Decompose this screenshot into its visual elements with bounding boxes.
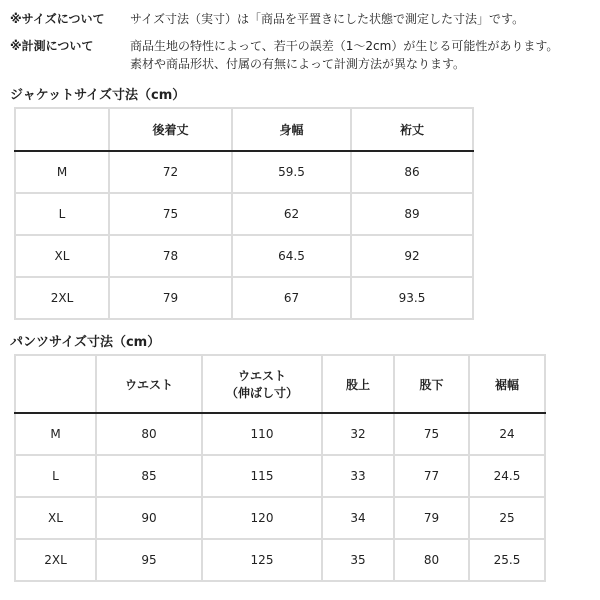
header-cell: ウエスト (96, 355, 202, 413)
table-row (15, 193, 473, 235)
table-row (15, 455, 545, 497)
table-cell: 77 (394, 455, 469, 497)
table-cell: 24 (469, 413, 545, 455)
header-cell: 裄丈 (351, 108, 473, 151)
table-cell: 78 (109, 235, 232, 277)
table-cell: 64.5 (232, 235, 351, 277)
table-cell: 33 (322, 455, 394, 497)
size-label-cell: L (15, 193, 109, 235)
header-cell: 股下 (394, 355, 469, 413)
table-header-row (15, 355, 545, 413)
table-row (15, 539, 545, 581)
table-cell: 89 (351, 193, 473, 235)
header-cell (15, 355, 96, 413)
measure-note-label: ※計測について (10, 39, 94, 53)
size-label-cell: M (15, 151, 109, 193)
table-cell: 24.5 (469, 455, 545, 497)
header-cell: 身幅 (232, 108, 351, 151)
table-cell: 34 (322, 497, 394, 539)
pants-size-table (14, 354, 546, 582)
table-cell: 32 (322, 413, 394, 455)
table-cell: 62 (232, 193, 351, 235)
size-note-label: ※サイズについて (10, 12, 105, 26)
header-cell (202, 355, 322, 413)
header-cell: 股上 (322, 355, 394, 413)
table-row (15, 277, 473, 319)
table-cell: 93.5 (351, 277, 473, 319)
table-cell: 75 (394, 413, 469, 455)
table-cell: 67 (232, 277, 351, 319)
table-cell: 80 (96, 413, 202, 455)
size-label-cell: 2XL (15, 539, 96, 581)
table-cell: 79 (394, 497, 469, 539)
table-cell: 79 (109, 277, 232, 319)
table-cell: 120 (202, 497, 322, 539)
measure-note-line: 素材や商品形状、付属の有無によって計測方法が異なります。 (130, 57, 466, 71)
table-header-row (15, 108, 473, 151)
table-cell: 115 (202, 455, 322, 497)
table-cell: 95 (96, 539, 202, 581)
table-cell: 90 (96, 497, 202, 539)
header-cell: 後着丈 (109, 108, 232, 151)
table-cell: 25.5 (469, 539, 545, 581)
table-cell: 80 (394, 539, 469, 581)
table-cell: 72 (109, 151, 232, 193)
table-row (15, 497, 545, 539)
table-row (15, 235, 473, 277)
table-cell: 85 (96, 455, 202, 497)
pants-table-title: パンツサイズ寸法（cm） (10, 335, 161, 350)
size-label-cell: 2XL (15, 277, 109, 319)
table-cell: 86 (351, 151, 473, 193)
jacket-table-title: ジャケットサイズ寸法（cm） (10, 88, 186, 103)
header-cell-line: ウエスト (237, 369, 286, 383)
measure-note-text (130, 37, 558, 73)
header-cell-line: （伸ばし寸） (225, 386, 298, 400)
table-row (15, 151, 473, 193)
header-cell (15, 108, 109, 151)
size-label-cell: L (15, 455, 96, 497)
table-cell: 125 (202, 539, 322, 581)
header-cell: 裾幅 (469, 355, 545, 413)
table-cell: 59.5 (232, 151, 351, 193)
measure-note-line: 商品生地の特性によって、若干の誤差（1〜2cm）が生じる可能性があります。 (130, 39, 559, 53)
size-label-cell: XL (15, 497, 96, 539)
jacket-size-table (14, 107, 474, 320)
table-cell: 75 (109, 193, 232, 235)
table-cell: 110 (202, 413, 322, 455)
table-cell: 25 (469, 497, 545, 539)
table-row (15, 413, 545, 455)
size-note-text: サイズ寸法（実寸）は「商品を平置きにした状態で測定した寸法」です。 (130, 12, 525, 26)
size-label-cell: XL (15, 235, 109, 277)
size-label-cell: M (15, 413, 96, 455)
table-cell: 92 (351, 235, 473, 277)
table-cell: 35 (322, 539, 394, 581)
